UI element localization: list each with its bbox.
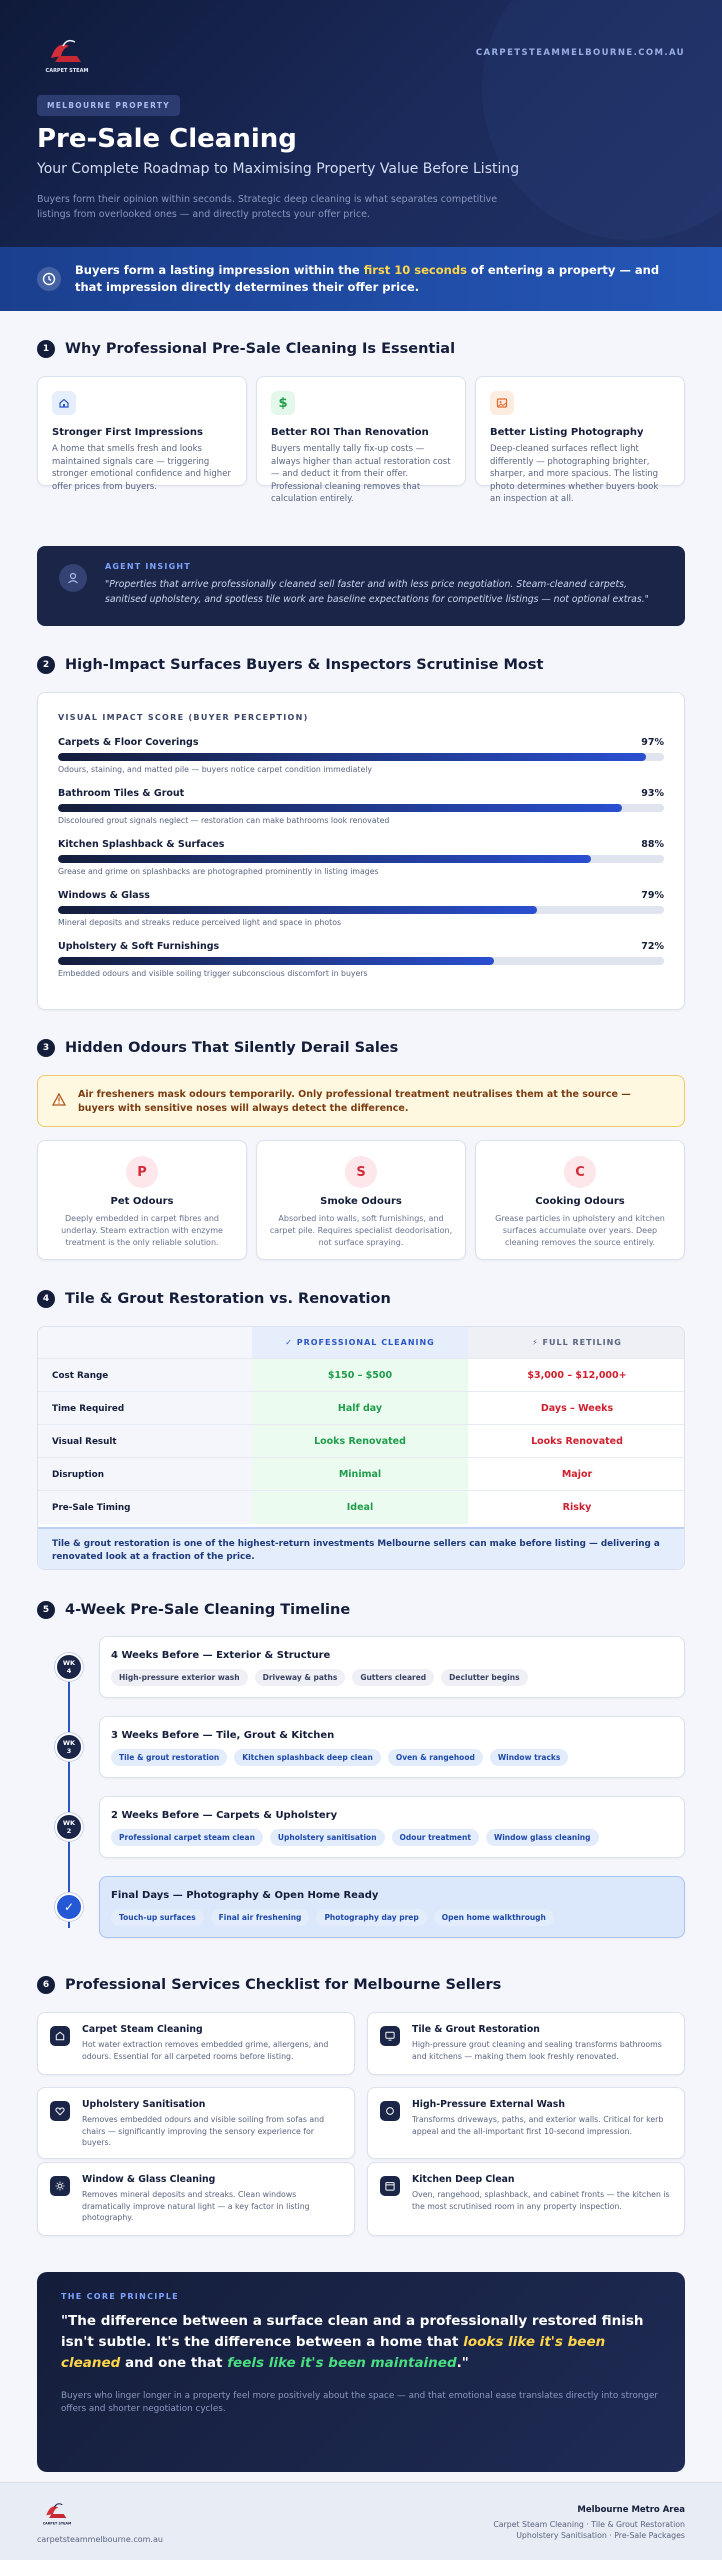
timeline-chip: Window glass cleaning [486, 1829, 599, 1846]
table-row [38, 1457, 685, 1490]
bar-category-label: Windows & Glass [58, 890, 150, 901]
chart-bar-item [58, 839, 664, 876]
bar-fill [58, 753, 646, 761]
why-card-title: Better Listing Photography [490, 427, 644, 438]
timeline-chip: Window tracks [490, 1749, 569, 1766]
bar-fill [58, 855, 591, 863]
section-3-heading [37, 1039, 398, 1057]
agent-avatar-icon [59, 564, 87, 592]
footer-services-line: Upholstery Sanitisation · Pre-Sale Packages [516, 2531, 685, 2540]
section-5-heading [37, 1601, 350, 1619]
pro-value: $150 – $500 [252, 1359, 468, 1392]
service-card [37, 2012, 355, 2075]
odour-card [37, 1140, 247, 1260]
bar-header [58, 737, 664, 748]
section-title: High-Impact Surfaces Buyers & Inspectors Scrutinise Most [65, 657, 544, 673]
section-number: 2 [37, 656, 55, 674]
odour-card [475, 1140, 685, 1260]
timeline-chip: Tile & grout restoration [111, 1749, 227, 1766]
timeline-chip: Gutters cleared [352, 1669, 434, 1686]
service-card [37, 2087, 355, 2159]
warning-text: Air fresheners mask odours temporarily. Only professional treatment neutralises them at the source — buyers with sensitive noses will always detect the difference. [78, 1089, 631, 1114]
footer-url[interactable]: carpetsteammelbourne.com.au [37, 2535, 163, 2544]
clock-icon [37, 267, 61, 291]
chart-bar-item [58, 788, 664, 825]
comparison-table [37, 1326, 685, 1570]
section-number: 1 [37, 340, 55, 358]
bar-value-label: 72% [641, 941, 664, 952]
section-title: Why Professional Pre-Sale Cleaning Is Essential [65, 341, 456, 357]
bar-category-label: Upholstery & Soft Furnishings [58, 941, 220, 952]
week-badge-label: WK [62, 1739, 76, 1747]
core-quote-part: "The difference between a surface clean and a professionally restored finish isn't subtle. It's the difference between a home that [61, 2313, 644, 2350]
why-card [37, 376, 247, 492]
table-header-blank [38, 1327, 252, 1358]
row-label: Cost Range [38, 1359, 252, 1392]
table-row [38, 1490, 685, 1527]
insight-quote: "Properties that arrive professionally cleaned sell faster and with less price negotiation. Steam-cleaned carpets, sanitised upholstery, and spotless tile work are baseline expectations for competitive listings — not optional extras." [105, 579, 649, 605]
service-title: Kitchen Deep Clean [412, 2174, 515, 2185]
footer-services-line: Carpet Steam Cleaning · Tile & Grout Restoration [493, 2520, 685, 2529]
agent-insight [37, 546, 685, 626]
week-badge [55, 1813, 83, 1841]
service-text: Transforms driveways, paths, and exterior walls. Critical for kerb appeal and the all-important first 10-second impression. [412, 2115, 664, 2136]
why-card [256, 376, 466, 504]
timeline-card [99, 1716, 685, 1778]
footer-logo-text: CARPET STEAM [42, 2521, 72, 2526]
odour-warning [37, 1075, 685, 1127]
why-card-title: Stronger First Impressions [52, 427, 203, 438]
bar-value-label: 79% [641, 890, 664, 901]
odour-letter: P [126, 1156, 158, 1188]
impact-chart [37, 692, 685, 1010]
service-card [367, 2162, 685, 2236]
dollar-icon: $ [271, 391, 295, 415]
timeline-chip: High-pressure exterior wash [111, 1669, 248, 1686]
section-number: 5 [37, 1601, 55, 1619]
bar-note: Embedded odours and visible soiling trigger subconscious discomfort in buyers [58, 969, 368, 978]
service-card [367, 2087, 685, 2159]
table-header-pro: ✓ PROFESSIONAL CLEANING [252, 1327, 468, 1358]
week-badge-label: WK [62, 1819, 76, 1827]
timeline-card [99, 1876, 685, 1938]
bar-fill [58, 957, 494, 965]
bar-track [58, 855, 664, 863]
retiling-value: Risky [562, 1502, 592, 1513]
timeline-chip: Photography day prep [316, 1909, 426, 1926]
sun-icon [50, 2176, 70, 2196]
bar-fill [58, 906, 537, 914]
why-card-text: A home that smells fresh and looks maintained signals care — triggering stronger emotional confidence and higher offer prices from buyers. [52, 444, 231, 492]
chart-bar-item [58, 890, 664, 927]
chip-list [111, 1909, 673, 1926]
odour-card [256, 1140, 466, 1260]
page-description: Buyers form their opinion within seconds. Strategic deep cleaning is what separates competitive listings from overlooked ones — and directly protects your offer price. [37, 194, 498, 220]
carpet-steam-logo[interactable] [37, 36, 97, 76]
section-number: 6 [37, 1976, 55, 1994]
hero [0, 0, 722, 247]
site-url[interactable]: CARPETSTEAMMELBOURNE.COM.AU [475, 48, 685, 58]
bar-track [58, 804, 664, 812]
section-1-heading [37, 340, 455, 358]
chip-list [111, 1749, 673, 1766]
bar-note: Discoloured grout signals neglect — restoration can make bathrooms look renovated [58, 816, 390, 825]
service-text: Removes embedded odours and visible soiling from sofas and chairs — significantly improving the sensory experience for buyers. [82, 2115, 325, 2147]
row-label: Pre-Sale Timing [38, 1491, 252, 1524]
core-description: Buyers who linger longer in a property feel more positively about the space — and that emotional ease translates directly into stronger offers and shorter negotiation cycles. [61, 2391, 659, 2414]
odour-title: Smoke Odours [320, 1196, 402, 1207]
row-label: Visual Result [38, 1425, 252, 1458]
bar-header [58, 839, 664, 850]
chip-list [111, 1669, 673, 1686]
timeline-chip: Declutter begins [441, 1669, 527, 1686]
bar-fill [58, 804, 622, 812]
timeline-card [99, 1796, 685, 1858]
service-card [37, 2162, 355, 2236]
row-label: Time Required [38, 1392, 252, 1425]
home-icon [52, 391, 76, 415]
why-card-text: Buyers mentally tally fix-up costs — always higher than actual restoration cost — and deduct it from their offer. Professional cleaning removes that calculation entirely. [271, 444, 451, 504]
table-row [38, 1391, 685, 1424]
week-badge-number: 3 [66, 1747, 72, 1755]
section-title: Hidden Odours That Silently Derail Sales [65, 1040, 399, 1056]
bar-value-label: 97% [641, 737, 664, 748]
chart-title: VISUAL IMPACT SCORE (BUYER PERCEPTION) [58, 713, 309, 722]
table-row [38, 1358, 685, 1391]
service-text: Oven, rangehood, splashback, and cabinet fronts — the kitchen is the most scrutinised room in any property inspection. [412, 2190, 670, 2211]
retiling-value: Looks Renovated [531, 1436, 623, 1447]
bar-header [58, 788, 664, 799]
pro-value: Half day [252, 1392, 468, 1425]
service-title: Tile & Grout Restoration [412, 2024, 540, 2035]
service-text: High-pressure grout cleaning and sealing transforms bathrooms and kitchens — making them look freshly renovated. [412, 2040, 662, 2061]
bar-track [58, 906, 664, 914]
timeline-title: 2 Weeks Before — Carpets & Upholstery [111, 1810, 338, 1821]
pro-value: Minimal [252, 1458, 468, 1491]
heart-icon [50, 2101, 70, 2121]
odour-text: Grease particles in upholstery and kitchen surfaces accumulate over years. Deep cleaning removes the source entirely. [495, 1214, 665, 1247]
odour-text: Absorbed into walls, soft furnishings, and carpet pile. Requires specialist deodorisation, not surface spraying. [269, 1214, 453, 1247]
warning-icon [52, 1093, 66, 1106]
check-icon [55, 1893, 83, 1921]
week-badge-label: WK [62, 1659, 76, 1667]
timeline-chip: Kitchen splashback deep clean [234, 1749, 381, 1766]
footer-region: Melbourne Metro Area [577, 2505, 685, 2515]
section-4-heading [37, 1290, 391, 1308]
bar-category-label: Kitchen Splashback & Surfaces [58, 839, 225, 850]
banner-text-post: of entering a property — and that impression directly determines their offer price. [75, 263, 660, 294]
timeline-chip: Touch-up surfaces [111, 1909, 204, 1926]
section-title: Tile & Grout Restoration vs. Renovation [65, 1291, 391, 1307]
section-number: 4 [37, 1290, 55, 1308]
why-card [475, 376, 685, 504]
bar-value-label: 88% [641, 839, 664, 850]
section-number: 3 [37, 1039, 55, 1057]
bar-category-label: Bathroom Tiles & Grout [58, 788, 185, 799]
timeline-title: 4 Weeks Before — Exterior & Structure [111, 1650, 331, 1661]
timeline-chip: Upholstery sanitisation [270, 1829, 385, 1846]
core-quote [61, 2311, 661, 2374]
home-icon [50, 2026, 70, 2046]
retiling-value: Days – Weeks [540, 1403, 614, 1414]
section-title: 4-Week Pre-Sale Cleaning Timeline [65, 1602, 351, 1618]
core-quote-part: and one that [120, 2355, 228, 2371]
bar-category-label: Carpets & Floor Coverings [58, 737, 199, 748]
week-badge-number: ✓ [63, 1900, 75, 1914]
bar-header [58, 941, 664, 952]
page-title: Pre-Sale Cleaning [37, 124, 297, 154]
service-title: Window & Glass Cleaning [82, 2174, 216, 2185]
footer-services [493, 2519, 685, 2541]
photo-icon [490, 391, 514, 415]
odour-letter: C [564, 1156, 596, 1188]
timeline-chip: Oven & rangehood [388, 1749, 483, 1766]
bar-note: Odours, staining, and matted pile — buyers notice carpet condition immediately [58, 765, 373, 774]
odour-title: Pet Odours [110, 1196, 174, 1207]
timeline-chip: Open home walkthrough [434, 1909, 554, 1926]
core-principle [37, 2272, 685, 2472]
retiling-value: $3,000 – $12,000+ [527, 1370, 627, 1381]
bar-value-label: 93% [641, 788, 664, 799]
why-card-title: Better ROI Than Renovation [271, 427, 429, 438]
timeline-title: Final Days — Photography & Open Home Ready [111, 1890, 379, 1901]
bar-track [58, 753, 664, 761]
bar-track [58, 957, 664, 965]
banner-text-pre: Buyers form a lasting impression within the [75, 263, 364, 277]
timeline-chip: Final air freshening [211, 1909, 310, 1926]
page-subtitle: Your Complete Roadmap to Maximising Property Value Before Listing [37, 161, 520, 177]
service-text: Removes mineral deposits and streaks. Clean windows dramatically improve natural light — a key factor in listing photography. [82, 2190, 310, 2222]
core-quote-green: feels like it's been maintained [227, 2355, 457, 2371]
week-badge [55, 1653, 83, 1681]
core-label: THE CORE PRINCIPLE [61, 2292, 179, 2301]
section-title: Professional Services Checklist for Melbourne Sellers [65, 1977, 502, 1993]
service-title: Upholstery Sanitisation [82, 2099, 206, 2110]
insight-label: AGENT INSIGHT [105, 562, 191, 571]
odour-text: Deeply embedded in carpet fibres and underlay. Steam extraction with enzyme treatment is the only reliable solution. [61, 1214, 223, 1247]
pro-value: Ideal [252, 1491, 468, 1524]
week-badge-number: 4 [66, 1667, 72, 1675]
retiling-value: Major [561, 1469, 593, 1480]
core-quote-part: ." [456, 2355, 469, 2371]
why-card-text: Deep-cleaned surfaces reflect light differently — photographing brighter, sharper, and more spacious. The listing photo determines whether buyers book an inspection at all. [490, 444, 659, 504]
service-title: High-Pressure External Wash [412, 2099, 565, 2110]
core-quote-yellow: looks like it's been cleaned [61, 2334, 606, 2371]
footer-logo[interactable] [37, 2497, 77, 2531]
odour-title: Cooking Odours [535, 1196, 625, 1207]
bar-note: Mineral deposits and streaks reduce perceived light and space in photos [58, 918, 342, 927]
odour-letter: S [345, 1156, 377, 1188]
footer [0, 2482, 722, 2560]
table-row [38, 1424, 685, 1457]
table-footer-note: Tile & grout restoration is one of the highest-return investments Melbourne sellers can make before listing — delivering a renovated look at a fraction of the price. [38, 1527, 685, 1570]
property-tag: MELBOURNE PROPERTY [37, 95, 180, 116]
timeline-line [68, 1660, 70, 1928]
chart-bar-item [58, 941, 664, 978]
timeline-card [99, 1636, 685, 1698]
week-badge [55, 1733, 83, 1761]
banner-highlight: first 10 seconds [363, 263, 467, 277]
row-label: Disruption [38, 1458, 252, 1491]
circle-icon [380, 2101, 400, 2121]
bar-header [58, 890, 664, 901]
chart-bar-item [58, 737, 664, 774]
chip-list [111, 1829, 673, 1846]
service-text: Hot water extraction removes embedded grime, allergens, and odours. Essential for all carpeted rooms before listing. [82, 2040, 329, 2061]
bar-note: Grease and grime on splashbacks are photographed prominently in listing images [58, 867, 379, 876]
monitor-icon [380, 2026, 400, 2046]
timeline-chip: Professional carpet steam clean [111, 1829, 263, 1846]
svg-text:CARPET STEAM: CARPET STEAM [45, 68, 89, 74]
service-title: Carpet Steam Cleaning [82, 2024, 203, 2035]
pro-value: Looks Renovated [252, 1425, 468, 1458]
week-badge-number: 2 [66, 1827, 72, 1835]
service-card [367, 2012, 685, 2075]
impression-banner [0, 247, 722, 311]
calendar-icon [380, 2176, 400, 2196]
table-header-retiling: ⚡ FULL RETILING [468, 1327, 685, 1358]
section-6-heading [37, 1976, 501, 1994]
timeline-title: 3 Weeks Before — Tile, Grout & Kitchen [111, 1730, 335, 1741]
section-2-heading [37, 656, 543, 674]
bar-list [58, 737, 664, 978]
timeline-chip: Odour treatment [392, 1829, 479, 1846]
timeline-chip: Driveway & paths [255, 1669, 346, 1686]
